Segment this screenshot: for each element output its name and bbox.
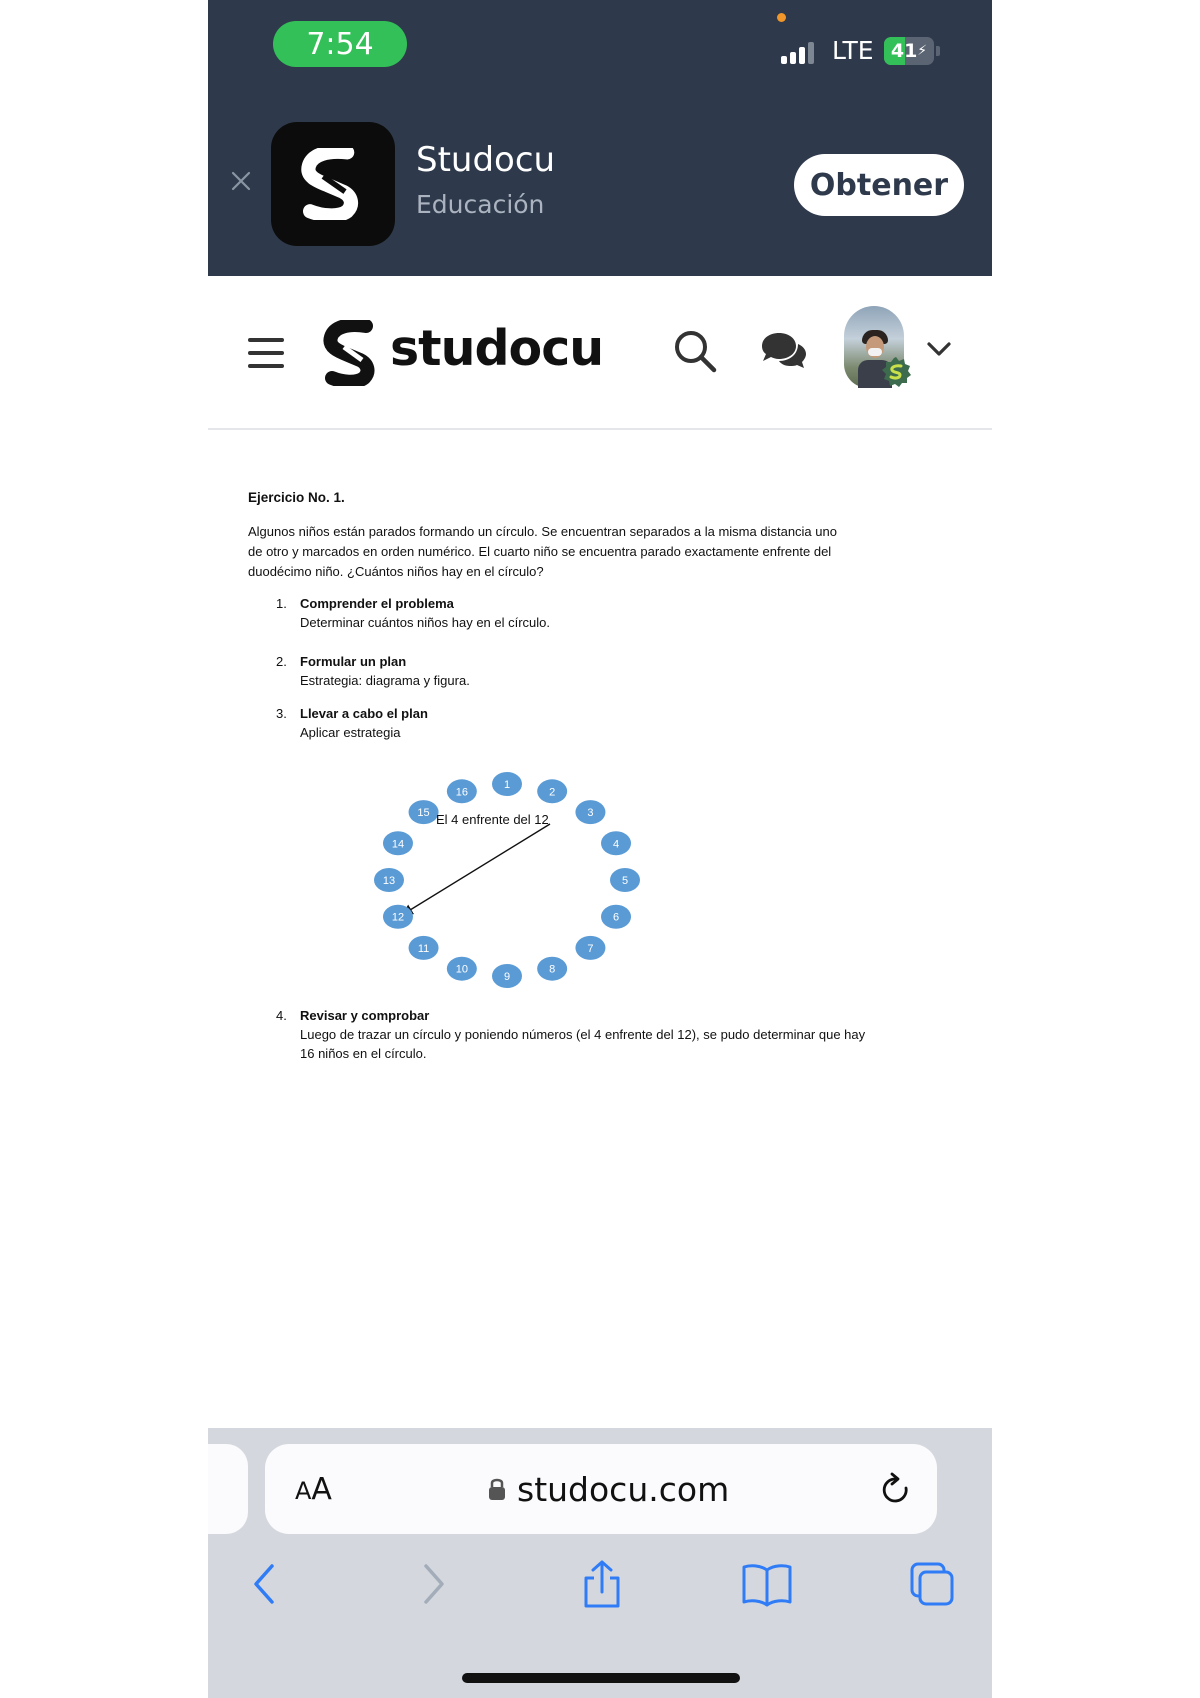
home-indicator[interactable] bbox=[462, 1673, 740, 1683]
child-node-9 bbox=[492, 964, 522, 988]
svg-text:8: 8 bbox=[549, 963, 556, 976]
svg-text:4: 4 bbox=[612, 838, 620, 851]
bookmarks-icon[interactable] bbox=[740, 1560, 794, 1608]
child-node-15 bbox=[409, 800, 439, 824]
child-node-4 bbox=[601, 831, 631, 855]
account-chevron-down-icon[interactable] bbox=[926, 340, 952, 358]
child-node-13 bbox=[374, 868, 404, 892]
banner-app-name: Studocu bbox=[416, 140, 556, 180]
step-description: Luego de trazar un círculo y poniendo números (el 4 enfrente del 12), se pudo determinar que hay 16 niños en el círculo. bbox=[300, 1027, 866, 1061]
studocu-logo-icon bbox=[299, 148, 367, 220]
step-heading: Formular un plan bbox=[300, 654, 407, 669]
child-node-5 bbox=[610, 868, 640, 892]
chat-icon[interactable] bbox=[758, 330, 808, 372]
child-node-7 bbox=[575, 936, 605, 960]
document-page bbox=[208, 430, 992, 1430]
svg-text:2: 2 bbox=[549, 786, 556, 799]
step-number: 4. bbox=[276, 1008, 287, 1023]
text-size-button[interactable]: AA bbox=[295, 1472, 332, 1507]
forward-icon[interactable] bbox=[418, 1560, 450, 1608]
tabs-icon[interactable] bbox=[908, 1560, 956, 1608]
step-number: 3. bbox=[276, 706, 287, 721]
status-time[interactable]: 7:54 bbox=[273, 21, 407, 67]
url-text[interactable]: studocu.com bbox=[517, 1470, 730, 1509]
menu-icon[interactable] bbox=[248, 338, 284, 368]
close-banner-icon[interactable] bbox=[230, 170, 252, 192]
app-banner bbox=[208, 0, 992, 276]
step-description: Estrategia: diagrama y figura. bbox=[300, 673, 470, 688]
step-heading: Comprender el problema bbox=[300, 596, 454, 611]
svg-text:13: 13 bbox=[382, 875, 396, 887]
child-node-16 bbox=[447, 779, 477, 803]
step-number: 1. bbox=[276, 596, 287, 611]
back-icon[interactable] bbox=[248, 1560, 280, 1608]
address-bar[interactable] bbox=[265, 1444, 937, 1534]
child-node-6 bbox=[601, 905, 631, 929]
studocu-app-icon bbox=[271, 122, 395, 246]
network-label: LTE bbox=[832, 36, 874, 65]
get-app-button[interactable]: Obtener bbox=[794, 154, 964, 216]
studocu-logo-mark-icon[interactable] bbox=[320, 320, 382, 386]
share-icon[interactable] bbox=[580, 1560, 624, 1608]
svg-text:5: 5 bbox=[621, 875, 629, 887]
diagram-arrow bbox=[404, 824, 550, 914]
step-number: 2. bbox=[276, 654, 287, 669]
cellular-signal-icon bbox=[781, 40, 817, 64]
child-node-2 bbox=[537, 779, 567, 803]
step-description: Determinar cuántos niños hay en el círculo. bbox=[300, 615, 551, 630]
battery-percent: 41 ⚡ bbox=[890, 40, 928, 62]
child-node-11 bbox=[409, 936, 439, 960]
svg-text:15: 15 bbox=[417, 807, 430, 820]
step-heading: Llevar a cabo el plan bbox=[300, 706, 428, 721]
site-header bbox=[208, 276, 992, 430]
reload-icon[interactable] bbox=[879, 1472, 913, 1508]
svg-text:14: 14 bbox=[391, 838, 405, 851]
svg-text:6: 6 bbox=[612, 911, 620, 924]
battery-tip bbox=[936, 46, 940, 56]
svg-text:9: 9 bbox=[503, 971, 511, 983]
child-node-8 bbox=[537, 957, 567, 981]
child-node-3 bbox=[575, 800, 605, 824]
child-node-10 bbox=[447, 957, 477, 981]
battery-icon bbox=[884, 37, 934, 65]
child-node-1 bbox=[492, 772, 522, 796]
logo-text[interactable]: studocu bbox=[390, 320, 604, 377]
svg-text:11: 11 bbox=[417, 942, 430, 955]
search-icon[interactable] bbox=[672, 328, 718, 374]
browser-toolbar bbox=[208, 1428, 992, 1698]
lock-icon bbox=[487, 1476, 507, 1502]
svg-text:7: 7 bbox=[587, 942, 594, 955]
step-description: Aplicar estrategia bbox=[300, 725, 401, 740]
svg-text:16: 16 bbox=[455, 786, 468, 799]
children-circle-diagram bbox=[372, 760, 692, 1000]
svg-text:12: 12 bbox=[391, 911, 405, 924]
privacy-indicator-dot bbox=[777, 13, 786, 22]
document-title: Ejercicio No. 1. bbox=[248, 490, 345, 505]
child-node-12 bbox=[383, 905, 413, 929]
step-heading: Revisar y comprobar bbox=[300, 1008, 430, 1023]
child-node-14 bbox=[383, 831, 413, 855]
problem-statement: Algunos niños están parados formando un círculo. Se encuentran separados a la misma distancia uno de otro y marcados en orden numérico. El cuarto niño se encuentra parado exactamente enfrente del duodécimo niño. ¿Cuántos niños hay en el círculo? bbox=[248, 524, 837, 579]
svg-text:1: 1 bbox=[503, 779, 511, 791]
phone-screen bbox=[208, 0, 992, 1698]
diagram-annotation: El 4 enfrente del 12 bbox=[436, 812, 549, 827]
previous-tab-preview[interactable] bbox=[208, 1444, 248, 1534]
premium-badge-icon bbox=[880, 356, 912, 388]
svg-text:10: 10 bbox=[455, 963, 468, 976]
svg-text:3: 3 bbox=[587, 807, 594, 820]
banner-app-category: Educación bbox=[416, 190, 545, 219]
